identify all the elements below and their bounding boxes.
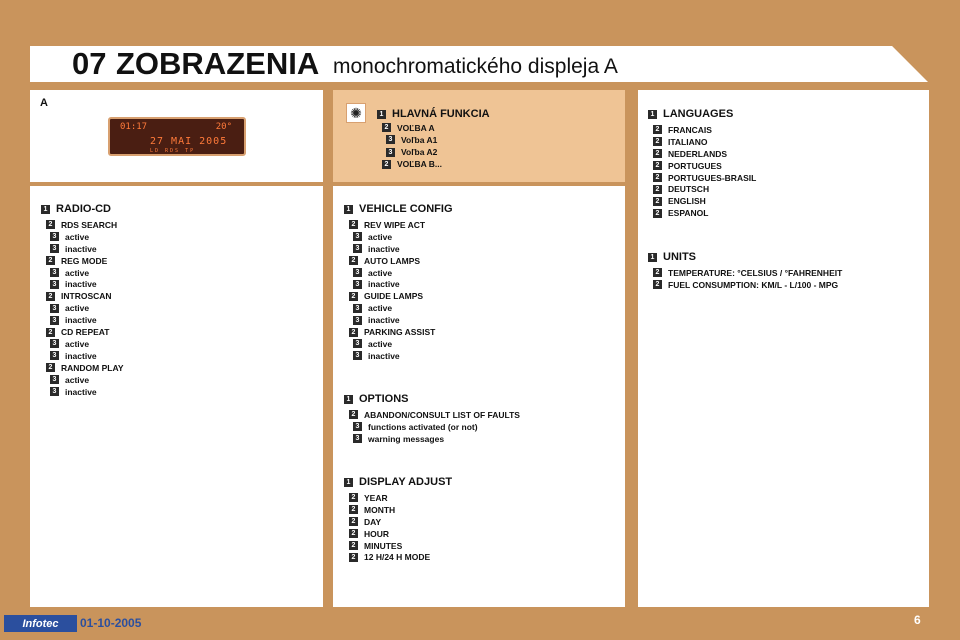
menu-item-level-3 <box>353 231 392 243</box>
menu-item-level-2 <box>349 255 420 267</box>
menu-item-level-2 <box>349 528 389 540</box>
menu-item-label: REV WIPE ACT <box>364 219 426 230</box>
menu-item-level-3 <box>353 338 392 350</box>
lcd-indicators: LD RDS TP <box>150 148 196 154</box>
level-badge: 2 <box>349 292 358 301</box>
menu-item-level-2 <box>349 551 430 563</box>
menu-item-label: active <box>65 267 90 278</box>
level-badge: 2 <box>653 173 662 182</box>
light-icon: ✺ <box>346 103 366 123</box>
menu-item-level-3 <box>50 314 97 326</box>
menu-item-label: FUEL CONSUMPTION: KM/L - L/100 - MPG <box>668 279 839 290</box>
lcd-temperature: 20° <box>215 122 232 132</box>
level-badge: 2 <box>653 161 662 170</box>
footer-date: 01-10-2005 <box>80 616 142 630</box>
level-badge: 2 <box>382 123 391 132</box>
menu-item-label: active <box>65 374 90 385</box>
menu-item-level-3 <box>353 314 400 326</box>
level-badge: 3 <box>50 316 59 325</box>
level-badge: 3 <box>50 304 59 313</box>
level-badge: 1 <box>377 110 386 119</box>
menu-item-label: FRANCAIS <box>668 124 712 135</box>
menu-item-label: CD REPEAT <box>61 327 110 337</box>
menu-item-label: inactive <box>65 279 97 290</box>
display-label: A <box>40 97 48 109</box>
menu-item-level-2 <box>653 195 706 207</box>
menu-item-label: warning messages <box>368 433 445 444</box>
menu-item-label: active <box>368 267 393 278</box>
menu-item-level-1 <box>648 251 696 263</box>
page-subtitle: monochromatického displeja A <box>333 55 618 78</box>
menu-item-level-2 <box>653 172 756 184</box>
lcd-time: 01:17 <box>120 122 148 132</box>
level-badge: 2 <box>349 220 358 229</box>
menu-item-label: DISPLAY ADJUST <box>359 476 453 488</box>
menu-item-label: inactive <box>65 243 97 254</box>
menu-item-level-2 <box>349 516 381 528</box>
level-badge: 2 <box>349 505 358 514</box>
level-badge: 2 <box>46 256 55 265</box>
menu-item-level-3 <box>50 374 89 386</box>
menu-item-label: DEUTSCH <box>668 184 710 195</box>
menu-item-level-2 <box>653 267 842 279</box>
menu-item-level-2 <box>46 290 112 302</box>
level-badge: 3 <box>386 148 395 157</box>
level-badge: 3 <box>353 304 362 313</box>
menu-item-label: inactive <box>65 386 97 397</box>
menu-item-level-2 <box>349 326 435 338</box>
menu-item-label: inactive <box>65 350 97 361</box>
level-badge: 2 <box>653 197 662 206</box>
level-badge: 2 <box>349 493 358 502</box>
level-badge: 3 <box>353 434 362 443</box>
menu-item-label: HOUR <box>364 528 390 539</box>
menu-item-level-3 <box>50 278 97 290</box>
level-badge: 3 <box>353 351 362 360</box>
menu-item-level-2 <box>349 409 520 421</box>
page-number: 6 <box>914 613 921 627</box>
menu-item-label: PARKING ASSIST <box>364 327 436 337</box>
level-badge: 1 <box>344 205 353 214</box>
level-badge: 1 <box>648 253 657 262</box>
menu-item-label: REG MODE <box>61 255 108 266</box>
menu-item-level-2 <box>349 290 423 302</box>
menu-item-level-2 <box>653 124 712 136</box>
menu-item-level-1 <box>344 203 453 215</box>
level-badge: 3 <box>50 339 59 348</box>
menu-item-level-2 <box>349 540 402 552</box>
level-badge: 2 <box>349 529 358 538</box>
menu-item-level-2 <box>46 219 117 231</box>
menu-item-label: active <box>65 231 90 242</box>
menu-item-level-3 <box>50 302 89 314</box>
menu-item-label: OPTIONS <box>359 393 409 405</box>
level-badge: 2 <box>46 292 55 301</box>
level-badge: 2 <box>382 160 391 169</box>
level-badge: 2 <box>653 125 662 134</box>
page-title: ZOBRAZENIA <box>116 46 320 81</box>
level-badge: 2 <box>349 517 358 526</box>
menu-item-level-3 <box>50 243 97 255</box>
menu-item-level-2 <box>46 362 124 374</box>
menu-item-level-2 <box>382 158 442 170</box>
menu-item-label: RADIO-CD <box>56 203 111 215</box>
level-badge: 2 <box>349 553 358 562</box>
level-badge: 3 <box>386 135 395 144</box>
menu-item-level-3 <box>50 231 89 243</box>
menu-item-level-2 <box>653 136 708 148</box>
menu-item-level-2 <box>349 219 425 231</box>
menu-item-level-1 <box>377 108 490 120</box>
menu-item-label: TEMPERATURE: °CELSIUS / °FAHRENHEIT <box>668 267 843 278</box>
level-badge: 1 <box>648 110 657 119</box>
menu-item-level-2 <box>46 255 107 267</box>
level-badge: 2 <box>653 280 662 289</box>
menu-item-label: ITALIANO <box>668 136 708 147</box>
menu-item-label: DAY <box>364 516 382 527</box>
menu-item-level-2 <box>382 122 435 134</box>
menu-item-level-3 <box>50 338 89 350</box>
menu-item-level-3 <box>353 278 400 290</box>
menu-item-level-3 <box>50 267 89 279</box>
level-badge: 3 <box>50 387 59 396</box>
level-badge: 2 <box>653 185 662 194</box>
level-badge: 3 <box>353 280 362 289</box>
level-badge: 1 <box>41 205 50 214</box>
main-function-panel <box>333 90 625 182</box>
level-badge: 3 <box>50 244 59 253</box>
menu-item-level-1 <box>41 203 111 215</box>
level-badge: 3 <box>353 316 362 325</box>
menu-item-label: active <box>65 303 90 314</box>
level-badge: 3 <box>50 268 59 277</box>
menu-item-label: MONTH <box>364 504 396 515</box>
menu-item-label: inactive <box>65 315 97 326</box>
menu-item-level-3 <box>386 134 437 146</box>
level-badge: 2 <box>653 137 662 146</box>
level-badge: 2 <box>46 363 55 372</box>
level-badge: 3 <box>353 422 362 431</box>
menu-item-label: VEHICLE CONFIG <box>359 203 453 215</box>
menu-item-label: inactive <box>368 279 400 290</box>
menu-item-label: inactive <box>368 315 400 326</box>
level-badge: 2 <box>46 220 55 229</box>
menu-item-level-3 <box>353 302 392 314</box>
menu-item-label: UNITS <box>663 251 696 263</box>
menu-item-label: 12 H/24 H MODE <box>364 552 431 563</box>
menu-item-label: ENGLISH <box>668 196 706 207</box>
level-badge: 3 <box>50 351 59 360</box>
infotec-logo: Infotec <box>4 615 77 632</box>
level-badge: 1 <box>344 395 353 404</box>
menu-item-label: INTROSCAN <box>61 291 112 302</box>
level-badge: 3 <box>50 375 59 384</box>
menu-item-label: AUTO LAMPS <box>364 255 421 266</box>
menu-item-label: Voľba A1 <box>401 134 438 145</box>
level-badge: 1 <box>344 478 353 487</box>
lcd-display <box>108 117 246 156</box>
menu-item-level-2 <box>46 326 110 338</box>
menu-item-level-3 <box>353 243 400 255</box>
menu-item-level-2 <box>653 183 709 195</box>
menu-item-label: active <box>368 231 393 242</box>
menu-item-level-3 <box>386 146 437 158</box>
lcd-date: 27 MAI 2005 <box>150 136 228 147</box>
menu-item-level-3 <box>353 421 478 433</box>
menu-item-label: active <box>65 338 90 349</box>
menu-item-label: RANDOM PLAY <box>61 362 124 373</box>
menu-item-level-2 <box>653 279 838 291</box>
menu-item-level-3 <box>353 267 392 279</box>
menu-item-level-1 <box>344 393 409 405</box>
menu-item-label: VOĽBA B... <box>397 159 443 170</box>
level-badge: 2 <box>349 410 358 419</box>
level-badge: 3 <box>50 280 59 289</box>
menu-item-level-2 <box>653 160 722 172</box>
menu-item-label: HLAVNÁ FUNKCIA <box>392 108 490 120</box>
menu-item-label: RDS SEARCH <box>61 219 118 230</box>
menu-item-level-3 <box>50 386 97 398</box>
level-badge: 2 <box>349 328 358 337</box>
menu-item-label: ABANDON/CONSULT LIST OF FAULTS <box>364 409 520 420</box>
level-badge: 2 <box>349 541 358 550</box>
menu-item-label: PORTUGUES-BRASIL <box>668 172 757 183</box>
menu-item-level-3 <box>353 350 400 362</box>
level-badge: 2 <box>653 268 662 277</box>
menu-item-level-2 <box>653 148 727 160</box>
menu-item-label: NEDERLANDS <box>668 148 728 159</box>
menu-item-level-1 <box>648 108 733 120</box>
menu-item-label: ESPANOL <box>668 208 709 219</box>
level-badge: 2 <box>653 149 662 158</box>
menu-item-level-3 <box>50 350 97 362</box>
menu-item-level-3 <box>353 433 444 445</box>
menu-item-label: Voľba A2 <box>401 147 438 157</box>
menu-item-label: MINUTES <box>364 540 403 551</box>
menu-item-label: inactive <box>368 243 400 254</box>
level-badge: 3 <box>353 339 362 348</box>
level-badge: 2 <box>653 209 662 218</box>
level-badge: 3 <box>353 244 362 253</box>
menu-item-level-1 <box>344 476 452 488</box>
level-badge: 2 <box>349 256 358 265</box>
menu-item-label: PORTUGUES <box>668 160 722 171</box>
level-badge: 2 <box>46 328 55 337</box>
menu-item-level-2 <box>349 492 388 504</box>
menu-item-label: YEAR <box>364 492 388 503</box>
menu-item-label: inactive <box>368 350 400 361</box>
chapter-number: 07 <box>72 46 107 81</box>
menu-item-level-2 <box>349 504 395 516</box>
menu-item-label: GUIDE LAMPS <box>364 291 424 302</box>
menu-item-label: VOĽBA A <box>397 122 435 133</box>
menu-item-label: LANGUAGES <box>663 108 734 120</box>
level-badge: 3 <box>50 232 59 241</box>
level-badge: 3 <box>353 268 362 277</box>
menu-item-label: functions activated (or not) <box>368 421 478 432</box>
menu-item-label: active <box>368 303 393 314</box>
menu-item-level-2 <box>653 207 708 219</box>
level-badge: 3 <box>353 232 362 241</box>
menu-item-label: active <box>368 338 393 349</box>
